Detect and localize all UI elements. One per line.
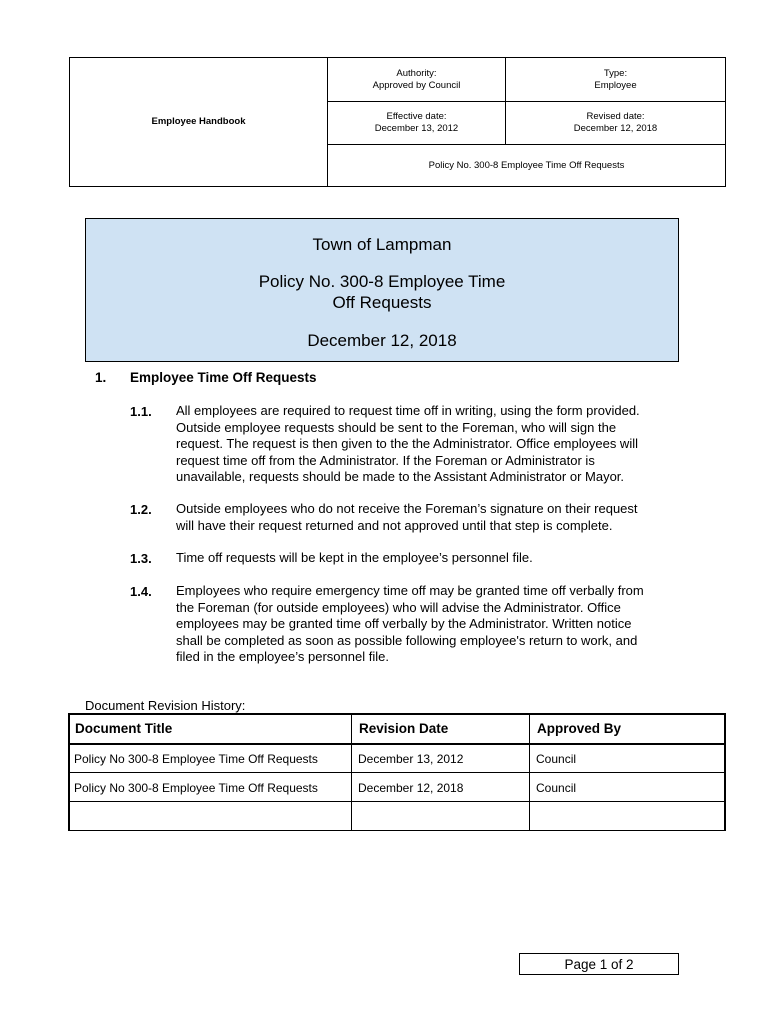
revised-date-value: December 12, 2018 — [573, 123, 658, 134]
item-paragraph — [176, 583, 696, 666]
revised-date-cell — [506, 102, 725, 144]
item-number: 1.3. — [130, 551, 152, 566]
table-cell: Policy No 300-8 Employee Time Off Requests — [74, 752, 318, 766]
paragraph-line: Time off requests will be kept in the employee’s personnel file. — [176, 550, 533, 565]
authority-cell — [328, 58, 505, 101]
table-cell: Council — [536, 752, 577, 766]
paragraph-line: Employees who require emergency time off may be granted time off verbally from — [176, 583, 644, 598]
policy-title: Policy No. 300-8 Employee Time Off Requests — [428, 159, 625, 171]
type-cell — [506, 58, 725, 101]
table-cell: December 13, 2012 — [358, 752, 464, 766]
row-divider — [68, 743, 726, 745]
revision-history-label: Document Revision History: — [85, 698, 246, 713]
paragraph-line: filed in the employee’s personnel file. — [176, 649, 389, 664]
row-divider — [68, 801, 726, 802]
paragraph-line: shall be completed as soon as possible following employee's return to work, and — [176, 632, 638, 648]
paragraph-line: Outside employee requests should be sent to the Foreman, who will sign the — [176, 419, 617, 435]
handbook-label: Employee Handbook — [151, 116, 246, 127]
item-paragraph — [176, 550, 696, 567]
policy-cell — [328, 145, 725, 186]
policy-title-line-1: Policy No. 300-8 Employee Time — [258, 272, 506, 291]
paragraph-line: Outside employees who do not receive the Foreman’s signature on their request — [176, 501, 638, 516]
item-number: 1.4. — [130, 584, 152, 599]
title-box — [85, 218, 679, 362]
policy-header-table — [69, 57, 726, 187]
type-label: Type: — [603, 67, 628, 79]
authority-label: Authority: — [396, 67, 437, 79]
paragraph-line: All employees are required to request time off in writing, using the form provided. — [176, 403, 640, 418]
policy-date: December 12, 2018 — [307, 331, 457, 350]
table-cell: December 12, 2018 — [358, 781, 464, 795]
type-value: Employee — [594, 79, 637, 91]
paragraph-line: the Foreman (for outside employees) who will advise the Administrator. Office — [176, 599, 621, 615]
item-number: 1.1. — [130, 404, 152, 419]
revised-date-label: Revised date: — [586, 111, 645, 122]
paragraph-line: employees may be granted time off verbally by the Administrator. Written notice — [176, 616, 632, 631]
policy-title-line-2: Off Requests — [332, 293, 432, 312]
handbook-title — [70, 58, 327, 186]
section-number: 1. — [95, 370, 107, 385]
page-number: Page 1 of 2 — [564, 956, 634, 972]
column-header-document-title: Document Title — [75, 721, 173, 736]
page-number-box — [519, 953, 679, 975]
column-header-revision-date: Revision Date — [359, 721, 449, 736]
table-cell: Council — [536, 781, 577, 795]
paragraph-line: request time off from the Administrator. If the Foreman or Administrator is — [176, 452, 595, 468]
section-title: Employee Time Off Requests — [130, 370, 317, 385]
paragraph-line: unavailable, requests should be made to the Assistant Administrator or Mayor. — [176, 469, 625, 484]
paragraph-line: request. The request is then given to the the Administrator. Office employees will — [176, 436, 638, 451]
item-paragraph — [176, 403, 696, 486]
column-header-approved-by: Approved By — [537, 721, 622, 736]
item-paragraph — [176, 501, 696, 534]
item-number: 1.2. — [130, 502, 152, 517]
effective-date-label: Effective date: — [386, 111, 447, 122]
effective-date-value: December 13, 2012 — [374, 123, 459, 134]
table-cell: Policy No 300-8 Employee Time Off Requests — [74, 781, 318, 795]
effective-date-cell — [328, 102, 505, 144]
authority-value: Approved by Council — [372, 79, 461, 91]
paragraph-line: will have their request returned and not approved until that step is complete. — [176, 517, 613, 533]
revision-history-table — [68, 713, 726, 831]
row-divider — [68, 772, 726, 773]
town-name: Town of Lampman — [312, 235, 452, 254]
